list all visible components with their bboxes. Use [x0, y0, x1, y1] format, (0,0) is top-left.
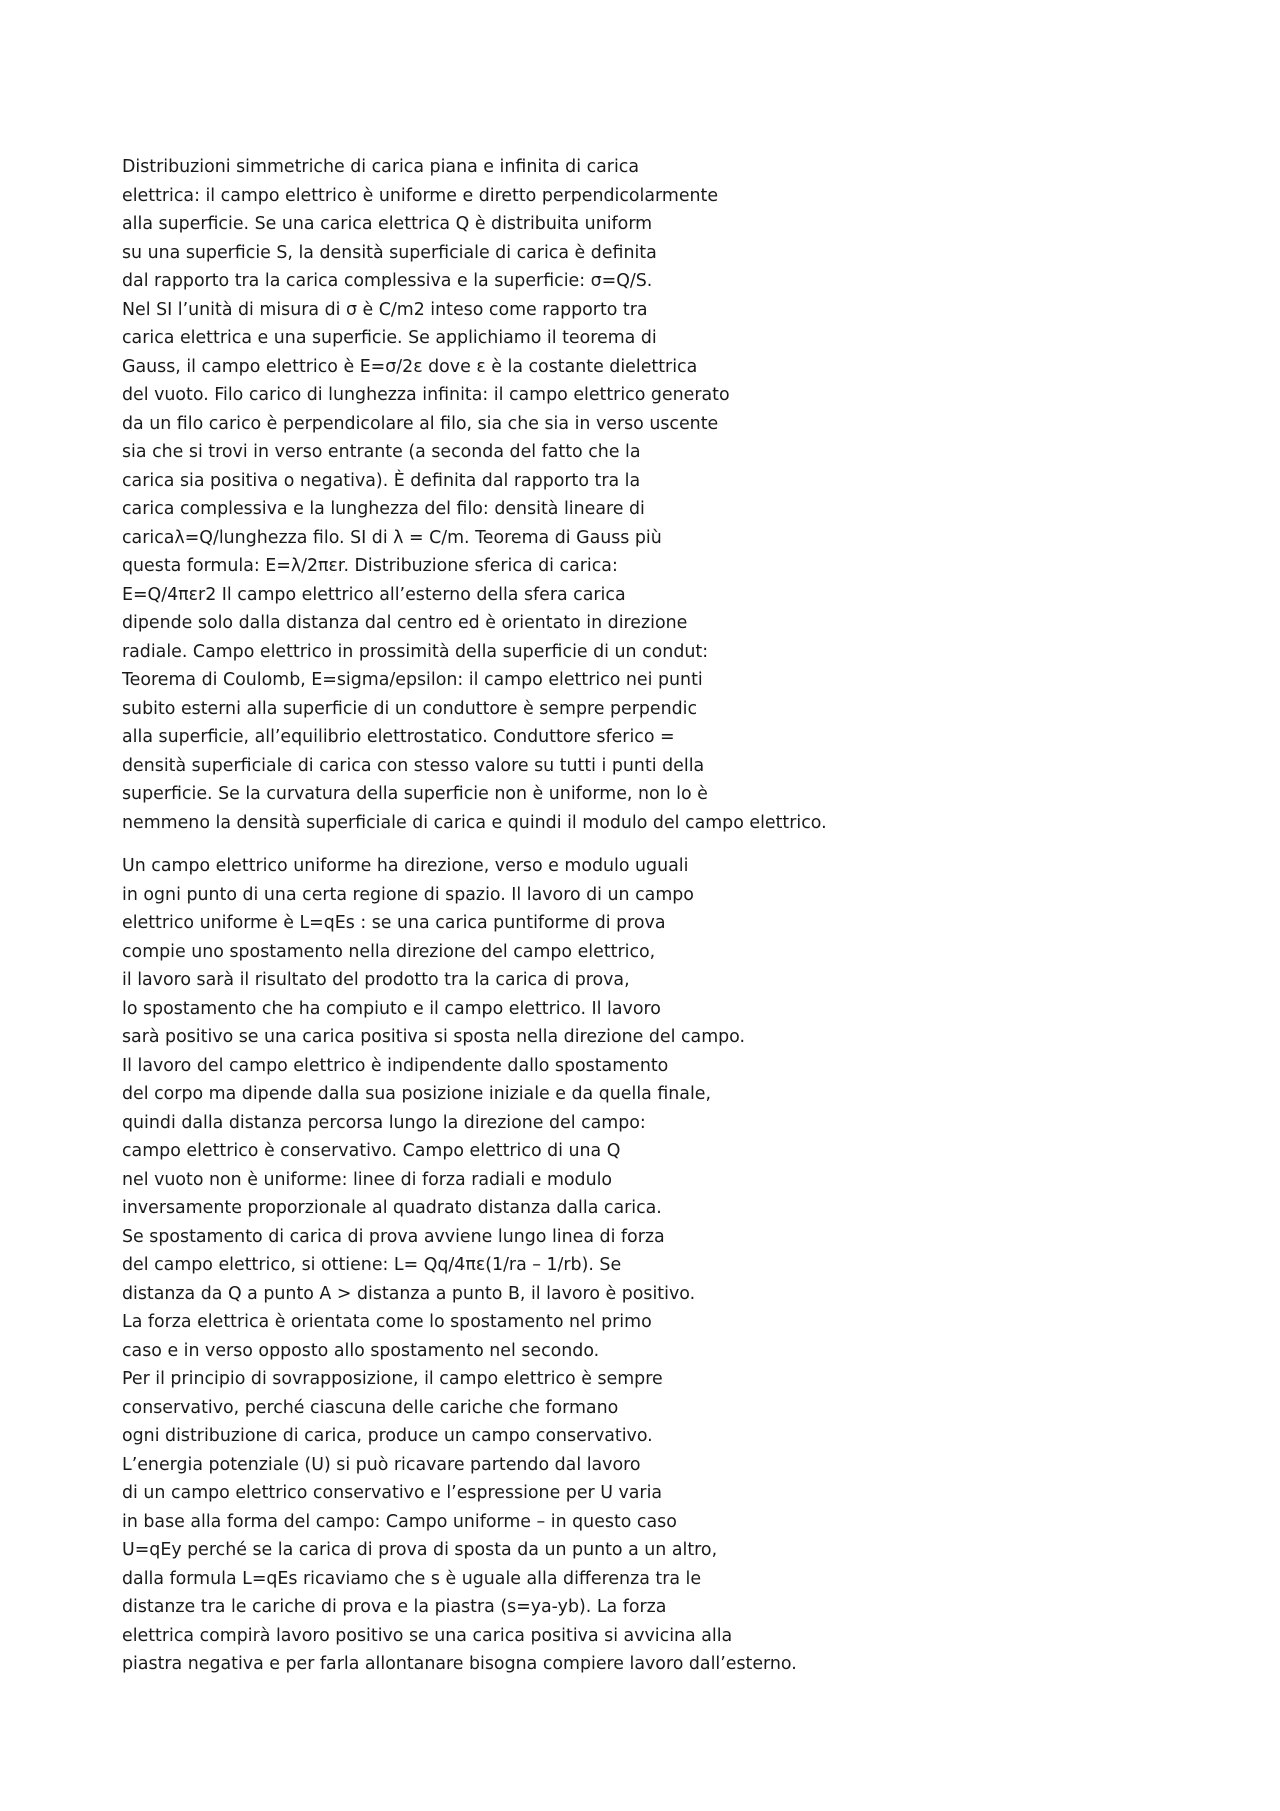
text-line: dalla formula L=qEs ricaviamo che s è uguale alla differenza tra le	[122, 1568, 702, 1589]
text-line: alla superficie. Se una carica elettrica Q è distribuita uniform	[122, 214, 653, 234]
text-line: elettrico uniforme è L=qEs : se una carica puntiforme di prova	[122, 913, 666, 933]
text-line: quindi dalla distanza percorsa lungo la direzione del campo:	[122, 1112, 646, 1133]
text-line: nemmeno la densità superficiale di carica e quindi il modulo del campo elettrico.	[122, 812, 827, 833]
text-line: Se spostamento di carica di prova avviene lungo linea di forza	[122, 1226, 665, 1247]
text-line: superficie. Se la curvatura della superficie non è uniforme, non lo è	[122, 784, 708, 804]
text-line: sarà positivo se una carica positiva si sposta nella direzione del campo.	[122, 1027, 746, 1047]
text-line: distanza da Q a punto A > distanza a punto B, il lavoro è positivo.	[122, 1283, 696, 1304]
text-line: nel vuoto non è uniforme: linee di forza radiali e modulo	[122, 1169, 613, 1190]
text-line: Il lavoro del campo elettrico è indipendente dallo spostamento	[122, 1055, 669, 1076]
text-line: Nel SI l’unità di misura di σ è C/m2 inteso come rapporto tra	[122, 299, 648, 320]
text-line: densità superficiale di carica con stesso valore su tutti i punti della	[122, 755, 705, 776]
text-line: caso e in verso opposto allo spostamento nel secondo.	[122, 1340, 600, 1361]
text-line: Distribuzioni simmetriche di carica piana e infinita di carica	[122, 157, 639, 177]
text-line: compie uno spostamento nella direzione del campo elettrico,	[122, 941, 656, 962]
text-line: Un campo elettrico uniforme ha direzione, verso e modulo uguali	[122, 856, 689, 876]
text-line: carica complessiva e la lunghezza del filo: densità lineare di	[122, 499, 645, 519]
text-line: piastra negativa e per farla allontanare bisogna compiere lavoro dall’esterno.	[122, 1654, 797, 1674]
text-line: caricaλ=Q/lunghezza filo. SI di λ = C/m. Teorema di Gauss più	[122, 527, 662, 548]
text-line: La forza elettrica è orientata come lo spostamento nel primo	[122, 1312, 652, 1332]
text-line: alla superficie, all’equilibrio elettrostatico. Conduttore sferico =	[122, 727, 675, 747]
paragraph-uniform-field-work	[122, 852, 1182, 1679]
paragraph-charge-distributions	[122, 153, 1182, 837]
text-line: lo spostamento che ha compiuto e il campo elettrico. Il lavoro	[122, 998, 661, 1019]
text-line: distanze tra le cariche di prova e la piastra (s=ya-yb). La forza	[122, 1597, 667, 1617]
text-line: carica sia positiva o negativa). È definita dal rapporto tra la	[122, 470, 641, 491]
text-line: elettrica compirà lavoro positivo se una carica positiva si avvicina alla	[122, 1625, 733, 1646]
text-line: del vuoto. Filo carico di lunghezza infinita: il campo elettrico generato	[122, 385, 730, 405]
text-line: dipende solo dalla distanza dal centro ed è orientato in direzione	[122, 613, 688, 633]
text-line: su una superficie S, la densità superficiale di carica è definita	[122, 242, 657, 263]
text-line: Per il principio di sovrapposizione, il campo elettrico è sempre	[122, 1369, 663, 1389]
text-line: E=Q/4πεr2 Il campo elettrico all’esterno della sfera carica	[122, 584, 626, 605]
text-line: Gauss, il campo elettrico è E=σ/2ε dove ε è la costante dielettrica	[122, 356, 698, 377]
text-line: conservativo, perché ciascuna delle cariche che formano	[122, 1397, 619, 1418]
text-line: in ogni punto di una certa regione di spazio. Il lavoro di un campo	[122, 884, 694, 905]
text-line: del campo elettrico, si ottiene: L= Qq/4πε(1/ra – 1/rb). Se	[122, 1255, 622, 1275]
text-line: dal rapporto tra la carica complessiva e la superficie: σ=Q/S.	[122, 271, 653, 291]
text-line: il lavoro sarà il risultato del prodotto tra la carica di prova,	[122, 970, 630, 990]
text-line: elettrica: il campo elettrico è uniforme e diretto perpendicolarmente	[122, 185, 719, 206]
text-line: radiale. Campo elettrico in prossimità della superficie di un condut:	[122, 641, 709, 662]
text-line: subito esterni alla superficie di un conduttore è sempre perpendic	[122, 698, 698, 719]
text-line: Teorema di Coulomb, E=sigma/epsilon: il campo elettrico nei punti	[122, 670, 703, 690]
text-line: da un filo carico è perpendicolare al filo, sia che sia in verso uscente	[122, 413, 719, 434]
text-line: in base alla forma del campo: Campo uniforme – in questo caso	[122, 1511, 677, 1532]
text-line: di un campo elettrico conservativo e l’espressione per U varia	[122, 1483, 663, 1503]
text-line: carica elettrica e una superficie. Se applichiamo il teorema di	[122, 328, 657, 348]
text-line: ogni distribuzione di carica, produce un campo conservativo.	[122, 1426, 653, 1446]
text-line: sia che si trovi in verso entrante (a seconda del fatto che la	[122, 442, 641, 462]
text-line: U=qEy perché se la carica di prova di sposta da un punto a un altro,	[122, 1540, 718, 1560]
text-line: L’energia potenziale (U) si può ricavare partendo dal lavoro	[122, 1454, 641, 1475]
text-line: campo elettrico è conservativo. Campo elettrico di una Q	[122, 1141, 621, 1161]
text-line: questa formula: E=λ/2πεr. Distribuzione sferica di carica:	[122, 556, 618, 576]
text-line: inversamente proporzionale al quadrato distanza dalla carica.	[122, 1198, 662, 1218]
text-line: del corpo ma dipende dalla sua posizione iniziale e da quella finale,	[122, 1084, 712, 1104]
